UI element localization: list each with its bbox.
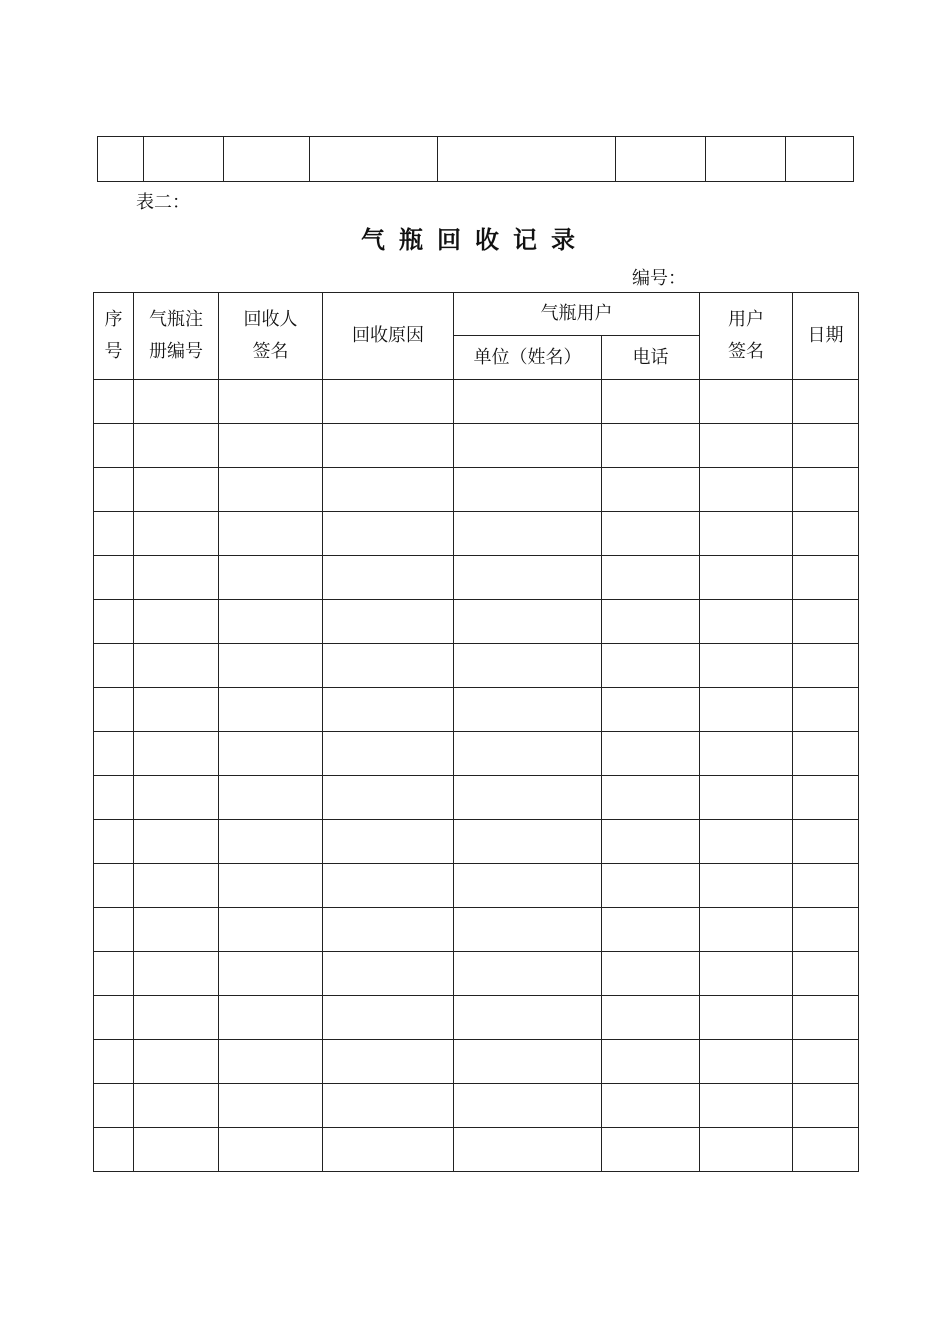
table-cell[interactable]	[219, 1128, 323, 1172]
previous-table-tail	[97, 136, 854, 182]
table-row	[94, 1040, 859, 1084]
table-cell[interactable]	[323, 468, 454, 512]
page-title: 气瓶回收记录	[361, 226, 589, 254]
table-cell[interactable]	[602, 952, 700, 996]
table-cell[interactable]	[793, 512, 859, 556]
table-cell[interactable]	[323, 600, 454, 644]
table-cell[interactable]	[94, 468, 134, 512]
table-row	[98, 137, 854, 182]
table-cell[interactable]	[602, 1040, 700, 1084]
table-cell[interactable]	[134, 908, 219, 952]
table-cell[interactable]	[134, 776, 219, 820]
table-row	[94, 380, 859, 424]
table-cell[interactable]	[700, 600, 793, 644]
table-cell[interactable]	[134, 556, 219, 600]
table-cell[interactable]	[219, 1084, 323, 1128]
table-cell[interactable]	[700, 1084, 793, 1128]
table-cell[interactable]	[323, 556, 454, 600]
table-cell[interactable]	[323, 776, 454, 820]
table-cell[interactable]	[793, 996, 859, 1040]
table-cell[interactable]	[94, 1040, 134, 1084]
table-row	[94, 908, 859, 952]
table-row	[94, 1084, 859, 1128]
table-cell[interactable]	[454, 380, 602, 424]
table-cell[interactable]	[793, 1128, 859, 1172]
table-cell[interactable]	[134, 512, 219, 556]
table-cell[interactable]	[134, 1040, 219, 1084]
table-cell[interactable]	[144, 137, 224, 182]
table-cell[interactable]	[94, 556, 134, 600]
table-cell[interactable]	[134, 1128, 219, 1172]
table-cell[interactable]	[219, 1040, 323, 1084]
table-cell[interactable]	[700, 468, 793, 512]
table-cell[interactable]	[323, 732, 454, 776]
table-cell[interactable]	[454, 556, 602, 600]
table-cell[interactable]	[793, 732, 859, 776]
table-cell[interactable]	[134, 644, 219, 688]
table-cell[interactable]	[602, 600, 700, 644]
table-cell[interactable]	[793, 1040, 859, 1084]
table-cell[interactable]	[602, 380, 700, 424]
header-date: 日期	[793, 293, 859, 380]
table-cell[interactable]	[94, 424, 134, 468]
table-cell[interactable]	[602, 688, 700, 732]
table-cell[interactable]	[219, 644, 323, 688]
record-number-label: 编号：	[632, 268, 686, 289]
table-cell[interactable]	[134, 600, 219, 644]
table-cell[interactable]	[94, 820, 134, 864]
table-cell[interactable]	[134, 424, 219, 468]
table-cell[interactable]	[793, 424, 859, 468]
table-cell[interactable]	[94, 996, 134, 1040]
table-cell[interactable]	[700, 1128, 793, 1172]
header-cylinder-user: 气瓶用户	[454, 293, 700, 336]
table-cell[interactable]	[700, 1040, 793, 1084]
table-cell[interactable]	[94, 776, 134, 820]
header-row	[94, 293, 859, 336]
table-row	[94, 952, 859, 996]
table-cell[interactable]	[94, 688, 134, 732]
table-cell[interactable]	[602, 424, 700, 468]
header-user-signature: 用户签名	[700, 293, 793, 380]
table-cell[interactable]	[219, 864, 323, 908]
table-cell[interactable]	[700, 732, 793, 776]
table-row	[94, 688, 859, 732]
table-cell[interactable]	[602, 732, 700, 776]
table-cell[interactable]	[454, 820, 602, 864]
table-row	[94, 424, 859, 468]
table-cell[interactable]	[219, 996, 323, 1040]
table-cell[interactable]	[323, 380, 454, 424]
table-cell[interactable]	[700, 864, 793, 908]
table-cell[interactable]	[793, 776, 859, 820]
table-row	[94, 996, 859, 1040]
table-cell[interactable]	[706, 137, 786, 182]
table-cell[interactable]	[94, 1084, 134, 1128]
table-cell[interactable]	[310, 137, 438, 182]
table-cell[interactable]	[454, 512, 602, 556]
table-cell[interactable]	[134, 952, 219, 996]
table-cell[interactable]	[602, 644, 700, 688]
table-cell[interactable]	[94, 512, 134, 556]
table-cell[interactable]	[134, 996, 219, 1040]
table-cell[interactable]	[134, 468, 219, 512]
header-phone: 电话	[602, 336, 700, 380]
table-row	[94, 600, 859, 644]
table-cell[interactable]	[219, 688, 323, 732]
table-cell[interactable]	[602, 556, 700, 600]
table-row	[94, 820, 859, 864]
table-cell[interactable]	[602, 1084, 700, 1128]
table-cell[interactable]	[94, 1128, 134, 1172]
table-cell[interactable]	[323, 644, 454, 688]
table-cell[interactable]	[793, 1084, 859, 1128]
table-cell[interactable]	[323, 820, 454, 864]
table-cell[interactable]	[793, 600, 859, 644]
table-cell[interactable]	[793, 468, 859, 512]
table-cell[interactable]	[700, 996, 793, 1040]
table-cell[interactable]	[323, 1128, 454, 1172]
table-cell[interactable]	[134, 1084, 219, 1128]
table-cell[interactable]	[793, 952, 859, 996]
table-cell[interactable]	[219, 512, 323, 556]
table-cell[interactable]	[700, 556, 793, 600]
table-cell[interactable]	[793, 644, 859, 688]
table-cell[interactable]	[94, 644, 134, 688]
table-cell[interactable]	[94, 732, 134, 776]
table-cell[interactable]	[134, 820, 219, 864]
header-cylinder-reg-no: 气瓶注册编号	[134, 293, 219, 380]
table-cell[interactable]	[602, 996, 700, 1040]
table-cell[interactable]	[134, 688, 219, 732]
table-cell[interactable]	[602, 908, 700, 952]
table-cell[interactable]	[793, 820, 859, 864]
table-cell[interactable]	[323, 1040, 454, 1084]
table-cell[interactable]	[602, 512, 700, 556]
header-recycle-reason: 回收原因	[323, 293, 454, 380]
table-cell[interactable]	[323, 512, 454, 556]
table-row	[94, 1128, 859, 1172]
table-cell[interactable]	[793, 556, 859, 600]
table-cell[interactable]	[602, 864, 700, 908]
table-cell[interactable]	[602, 1128, 700, 1172]
table-cell[interactable]	[454, 1040, 602, 1084]
table-cell[interactable]	[616, 137, 706, 182]
table-row	[94, 644, 859, 688]
table-cell[interactable]	[786, 137, 854, 182]
table-cell[interactable]	[454, 1128, 602, 1172]
table-cell[interactable]	[700, 820, 793, 864]
header-seq: 序号	[94, 293, 134, 380]
table-cell[interactable]	[454, 864, 602, 908]
table-cell[interactable]	[219, 732, 323, 776]
table-cell[interactable]	[94, 380, 134, 424]
table-cell[interactable]	[219, 908, 323, 952]
table-cell[interactable]	[700, 688, 793, 732]
table-cell[interactable]	[700, 380, 793, 424]
table-cell[interactable]	[323, 908, 454, 952]
table-cell[interactable]	[323, 688, 454, 732]
table-cell[interactable]	[454, 908, 602, 952]
table-cell[interactable]	[700, 644, 793, 688]
table-cell[interactable]	[219, 424, 323, 468]
header-recycler-signature: 回收人签名	[219, 293, 323, 380]
header-unit-name: 单位（姓名）	[454, 336, 602, 380]
table-cell[interactable]	[98, 137, 144, 182]
table-cell[interactable]	[134, 380, 219, 424]
table-cell[interactable]	[224, 137, 310, 182]
table-cell[interactable]	[438, 137, 616, 182]
table-cell[interactable]	[454, 424, 602, 468]
table-cell[interactable]	[134, 864, 219, 908]
table-cell[interactable]	[700, 908, 793, 952]
table-row	[94, 732, 859, 776]
table-cell[interactable]	[94, 864, 134, 908]
table-cell[interactable]	[323, 996, 454, 1040]
table-cell[interactable]	[602, 776, 700, 820]
table-row	[94, 468, 859, 512]
table-cell[interactable]	[793, 864, 859, 908]
table-cell[interactable]	[454, 644, 602, 688]
table-cell[interactable]	[454, 468, 602, 512]
table-cell[interactable]	[219, 952, 323, 996]
table-cell[interactable]	[94, 908, 134, 952]
table-cell[interactable]	[793, 688, 859, 732]
table-cell[interactable]	[700, 424, 793, 468]
table-cell[interactable]	[454, 776, 602, 820]
table-cell[interactable]	[219, 820, 323, 864]
table-cell[interactable]	[134, 732, 219, 776]
table-row	[94, 776, 859, 820]
table-cell[interactable]	[94, 600, 134, 644]
table-cell[interactable]	[793, 380, 859, 424]
table-cell[interactable]	[323, 952, 454, 996]
table-cell[interactable]	[454, 1084, 602, 1128]
table-cell[interactable]	[602, 468, 700, 512]
table-cell[interactable]	[700, 952, 793, 996]
table-cell[interactable]	[323, 1084, 454, 1128]
table-row	[94, 864, 859, 908]
table-cell[interactable]	[219, 600, 323, 644]
table-cell[interactable]	[219, 468, 323, 512]
table-cell[interactable]	[323, 864, 454, 908]
table-cell[interactable]	[454, 952, 602, 996]
table-cell[interactable]	[454, 996, 602, 1040]
table-cell[interactable]	[602, 820, 700, 864]
table-cell[interactable]	[323, 424, 454, 468]
table-cell[interactable]	[454, 732, 602, 776]
table-cell[interactable]	[454, 600, 602, 644]
table-row	[94, 556, 859, 600]
table-cell[interactable]	[94, 952, 134, 996]
table-cell[interactable]	[700, 512, 793, 556]
table-cell[interactable]	[219, 556, 323, 600]
table-label: 表二：	[136, 192, 190, 213]
table-row	[94, 512, 859, 556]
table-cell[interactable]	[219, 776, 323, 820]
table-cell[interactable]	[219, 380, 323, 424]
cylinder-recovery-table	[93, 292, 859, 1172]
table-cell[interactable]	[793, 908, 859, 952]
table-cell[interactable]	[700, 776, 793, 820]
table-cell[interactable]	[454, 688, 602, 732]
